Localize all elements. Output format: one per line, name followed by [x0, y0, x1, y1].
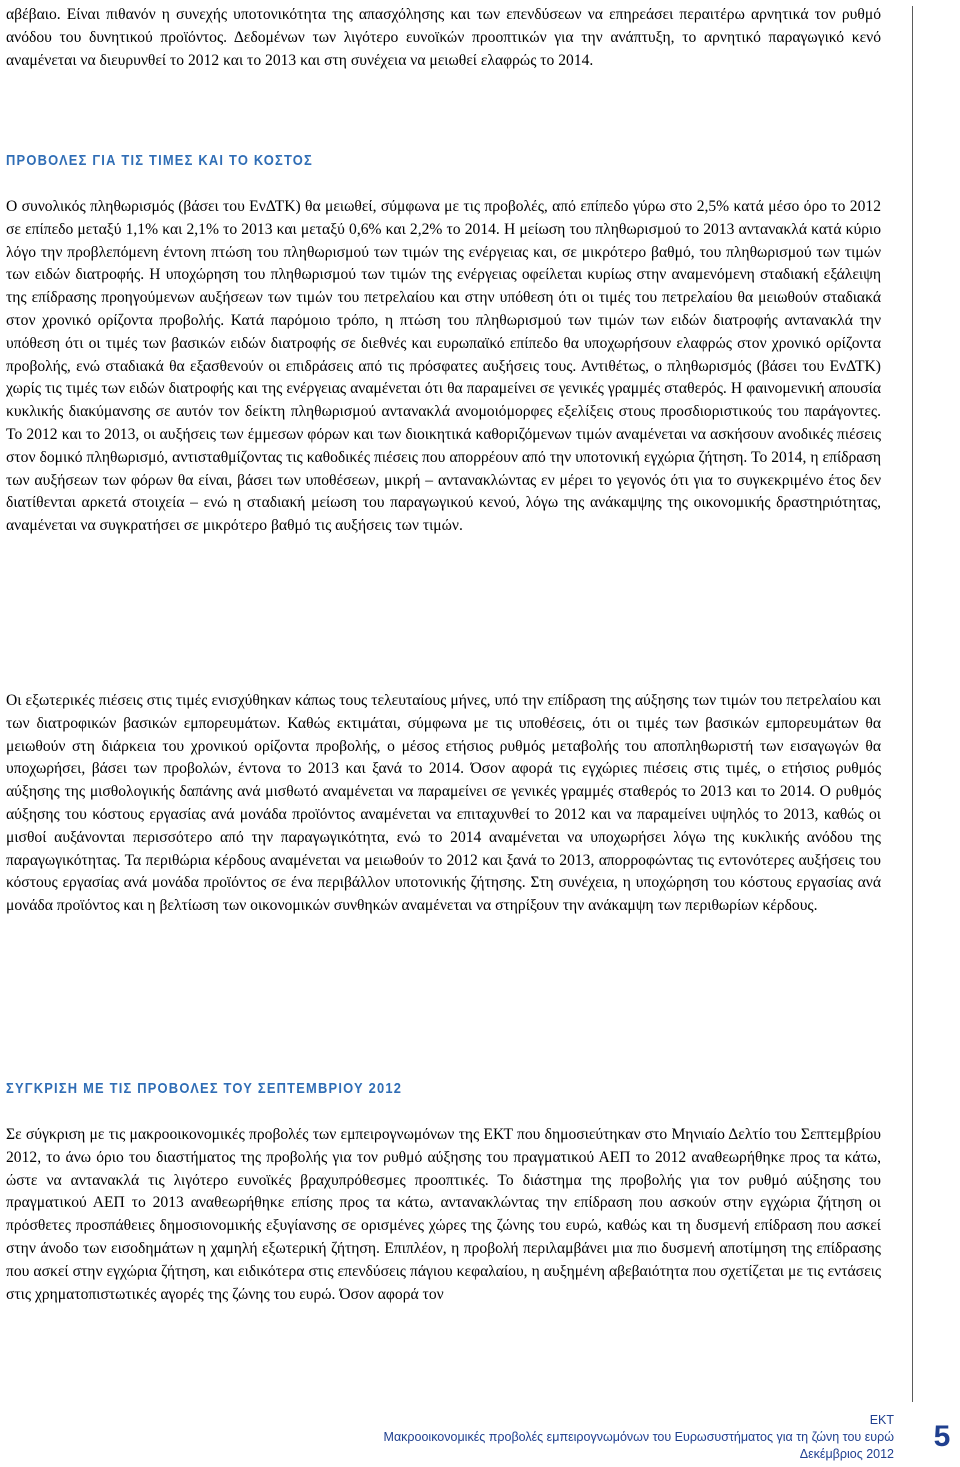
footer-publisher: ΕΚΤ [869, 1413, 894, 1427]
prices-paragraph-1: Ο συνολικός πληθωρισμός (βάσει του ΕνΔΤΚ) θα μειωθεί, σύμφωνα με τις προβολές, από επίπεδο γύρω στο 2,5% κατά μέσο όρο το 2012 σε επίπεδο μεταξύ 1,1% και 2,1% το 2013 και μεταξύ 0,6% και 2,2% το 2014. Η μείωση του πληθωρισμού το 2013 αντανακλά κατά κύριο λόγο την προβλεπόμενη έντονη πτώση του πληθωρισμού των τιμών της ενέργειας και, σε μικρότερο βαθμό, του πληθωρισμού των τιμών των ειδών διατροφής. Η υποχώρηση του πληθωρισμού των τιμών της ενέργειας οφείλεται κυρίως στην αναμενόμενη σταδιακή εξάλειψη της επίδρασης προηγούμενων αυξήσεων των τιμών του πετρελαίου και στην υπόθεση ότι οι τιμές του πετρελαίου θα μειωθούν σταδιακά στον χρονικό ορίζοντα προβολής. Κατά παρόμοιο τρόπο, η πτώση του πληθωρισμού των τιμών των ειδών διατροφής αντανακλά την υπόθεση ότι οι τιμές των βασικών ειδών διατροφής σε διεθνές και ευρωπαϊκό επίπεδο θα υποχωρήσουν ελαφρώς στον χρονικό ορίζοντα προβολής, ενώ σταδιακά θα εξασθενούν οι επιδράσεις από τις πρόσφατες αυξήσεις τους. Αντιθέτως, ο πληθωρισμός (βάσει του ΕνΔΤΚ) χωρίς τις τιμές των ειδών διατροφής και της ενέργειας αναμένεται ότι θα παραμείνει σε γενικές γραμμές σταθερός. Η φαινομενική απουσία κυκλικής διακύμανσης σε αυτόν τον δείκτη πληθωρισμού αντανακλά ανομοιόμορφες εξελίξεις στους προσδιοριστικούς του παράγοντες. Το 2012 και το 2013, οι αυξήσεις των έμμεσων φόρων και των διοικητικά καθοριζόμενων τιμών αναμένεται να ασκήσουν ανοδικές πιέσεις στον δομικό πληθωρισμό, αντισταθμίζοντας τις καθοδικές πιέσεις που απορρέουν από την υποτονική εγχώρια ζήτηση. Το 2014, η επίδραση των αυξήσεων των φόρων θα είναι, βάσει των υποθέσεων, μικρή – αντανακλώντας εν μέρει το γεγονός ότι για το συγκεκριμένο έτος δεν διατίθενται αρκετά στοιχεία – ενώ η σταδιακή μείωση του παραγωγικού κενού, λόγω της ανάκαμψης της οικονομικής δραστηριότητας, αναμένεται να συγκρατήσει σε μικρότερο βαθμό τις αυξήσεις των τιμών. [6, 198, 881, 535]
page-number: 5 [933, 1420, 951, 1453]
margin-rule [912, 6, 913, 1402]
page-footer [384, 1412, 894, 1463]
section-heading-prices-costs: ΠΡΟΒΟΛΕΣ ΓΙΑ ΤΙΣ ΤΙΜΕΣ ΚΑΙ ΤΟ ΚΟΣΤΟΣ [6, 152, 313, 169]
footer-publication-title: Μακροοικονομικές προβολές εμπειρογνωμόνων του Ευρωσυστήματος για τη ζώνη του ευρώ [383, 1430, 894, 1444]
section-heading-comparison: ΣΥΓΚΡΙΣΗ ΜΕ ΤΙΣ ΠΡΟΒΟΛΕΣ ΤΟΥ ΣΕΠΤΕΜΒΡΙΟΥ 2012 [6, 1080, 403, 1097]
prices-paragraph-2: Οι εξωτερικές πιέσεις στις τιμές ενισχύθηκαν κάπως τους τελευταίους μήνες, υπό την επίδραση της αύξησης των τιμών του πετρελαίου και των διατροφικών βασικών εμπορευμάτων. Καθώς εκτιμάται, σύμφωνα με τις υποθέσεις, ότι οι τιμές των βασικών εμπορευμάτων θα μειωθούν στη διάρκεια του χρονικού ορίζοντα προβολής, ο μέσος ετήσιος ρυθμός μεταβολής του αποπληθωριστή των εισαγωγών θα υποχωρήσει, βάσει των προβολών, έντονα το 2013 και ξανά το 2014. Όσον αφορά τις εγχώριες πιέσεις στις τιμές, ο ετήσιος ρυθμός αύξησης της μισθολογικής δαπάνης ανά μισθωτό αναμένεται να παραμείνει σε γενικές γραμμές σταθερός το 2013 και το 2014. Ο ρυθμός αύξησης του κόστους εργασίας ανά μονάδα προϊόντος αναμένεται να επιταχυνθεί το 2012 και να παραμείνει υψηλός το 2013, καθώς οι μισθοί αυξάνονται περισσότερο από την παραγωγικότητα, ενώ το 2014 αναμένεται να υποχωρήσει λόγω της κυκλικής ανόδου της παραγωγικότητας. Τα περιθώρια κέρδους αναμένεται να μειωθούν το 2012 και ξανά το 2013, απορροφώντας τις εντονότερες αυξήσεις του κόστους εργασίας ανά μονάδα προϊόντος σε ένα περιβάλλον υποτονικής ζήτησης. Στη συνέχεια, η υποχώρηση του κόστους εργασίας ανά μονάδα προϊόντος και η βελτίωση των οικονομικών συνθηκών αναμένεται να στηρίξουν την ανάκαμψη των περιθωρίων κέρδους. [6, 692, 881, 915]
intro-paragraph: αβέβαιο. Είναι πιθανόν η συνεχής υποτονικότητα της απασχόλησης και των επενδύσεων να επηρεάσει περαιτέρω αρνητικά τον ρυθμό ανόδου του δυνητικού προϊόντος. Δεδομένων των λιγότερο ευνοϊκών προοπτικών για την ανάπτυξη, το αρνητικό παραγωγικό κενό αναμένεται να διευρυνθεί το 2012 και το 2013 και στη συνέχεια να μειωθεί ελαφρώς το 2014. [6, 6, 881, 69]
footer-date: Δεκέμβριος 2012 [799, 1447, 894, 1461]
comparison-paragraph: Σε σύγκριση με τις μακροοικονομικές προβολές των εμπειρογνωμόνων της ΕΚΤ που δημοσιεύτηκαν στο Μηνιαίο Δελτίο του Σεπτεμβρίου 2012, το άνω όριο του διαστήματος της προβολής για τον ρυθμό αύξησης του πραγματικού ΑΕΠ το 2012 αναθεωρήθηκε προς τα κάτω, ώστε να αντανακλά τις λιγότερο ευνοϊκές βραχυπρόθεσμες προοπτικές. Το διάστημα της προβολής για τον ρυθμό αύξησης του πραγματικού ΑΕΠ το 2013 αναθεωρήθηκε επίσης προς τα κάτω, αντανακλώντας την επίδραση που ασκούν στην εγχώρια ζήτηση οι πρόσθετες προσπάθειες δημοσιονομικής εξυγίανσης σε ορισμένες χώρες της ζώνης του ευρώ, καθώς και τη δυσμενή επίδραση που ασκεί στην άνοδο των εισοδημάτων η χαμηλή εξωτερική ζήτηση. Επιπλέον, η προβολή περιλαμβάνει μια πιο δυσμενή αποτίμηση της επίδρασης που ασκεί στην εγχώρια ζήτηση, και ειδικότερα στις επενδύσεις πάγιου κεφαλαίου, η αυξημένη αβεβαιότητα που σχετίζεται με τις εντάσεις στις χρηματοπιστωτικές αγορές της ζώνης του ευρώ. Όσον αφορά τον [6, 1126, 881, 1303]
